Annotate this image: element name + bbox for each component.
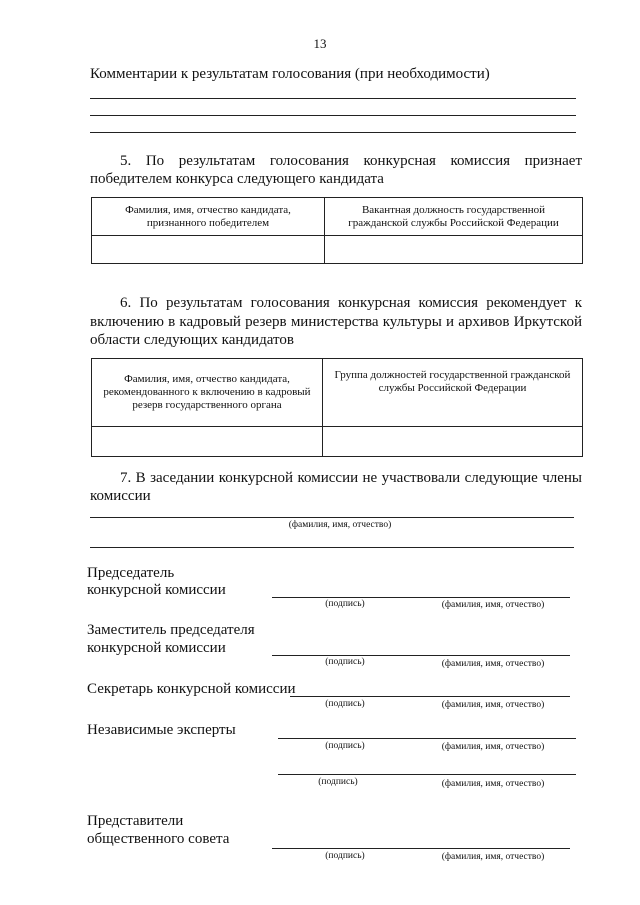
public-council-label-line-2: общественного совета	[87, 831, 230, 847]
secretary-label: Секретарь конкурсной комиссии	[87, 681, 296, 697]
comments-label: Комментарии к результатам голосования (при необходимости)	[90, 66, 490, 82]
chairman-label-line-2: конкурсной комиссии	[87, 582, 226, 598]
secretary-signature-caption: (подпись)	[325, 699, 365, 709]
deputy-signature-line	[272, 655, 570, 656]
reserve-table-cell-group	[323, 427, 583, 457]
winner-table-cell-position	[325, 236, 583, 264]
winner-table	[91, 197, 583, 264]
experts-label: Независимые эксперты	[87, 722, 236, 738]
section6-line-3: области следующих кандидатов	[90, 332, 294, 348]
winner-table-cell-name	[92, 236, 325, 264]
experts-signature-line-2	[278, 774, 576, 775]
winner-table-header-name: Фамилия, имя, отчество кандидата, признанного победителем	[92, 198, 325, 236]
experts-fio-caption-2: (фамилия, имя, отчество)	[441, 779, 545, 789]
section5-line-2: победителем конкурса следующего кандидата	[90, 171, 384, 187]
chairman-fio-caption: (фамилия, имя, отчество)	[441, 600, 545, 610]
deputy-fio-caption: (фамилия, имя, отчество)	[441, 659, 545, 669]
comments-line-2	[90, 115, 576, 116]
deputy-label-line-1: Заместитель председателя	[87, 622, 255, 638]
public-council-label-line-1: Представители	[87, 813, 184, 829]
deputy-label-line-2: конкурсной комиссии	[87, 640, 226, 656]
absent-members-fio-caption: (фамилия, имя, отчество)	[288, 520, 392, 530]
section6-line-2: включению в кадровый резерв министерства культуры и архивов Иркутской	[90, 314, 582, 330]
public-council-signature-line	[272, 848, 570, 849]
experts-signature-caption-1: (подпись)	[325, 741, 365, 751]
deputy-signature-caption: (подпись)	[325, 657, 365, 667]
comments-line-1	[90, 98, 576, 99]
absent-members-line-1	[90, 517, 574, 518]
chairman-label-line-1: Председатель	[87, 565, 175, 581]
chairman-signature-line	[272, 597, 570, 598]
experts-signature-caption-2: (подпись)	[318, 777, 358, 787]
section7-line-1: 7. В заседании конкурсной комиссии не участвовали следующие члены	[120, 470, 582, 486]
section6-line-1: 6. По результатам голосования конкурсная комиссия рекомендует к	[120, 295, 582, 311]
public-council-signature-caption: (подпись)	[325, 851, 365, 861]
reserve-table	[91, 358, 583, 457]
experts-signature-line-1	[278, 738, 576, 739]
secretary-signature-line	[290, 696, 570, 697]
section7-line-2: комиссии	[90, 488, 151, 504]
chairman-signature-caption: (подпись)	[325, 599, 365, 609]
section5-line-1: 5. По результатам голосования конкурсная комиссия признает	[120, 153, 582, 169]
absent-members-line-2	[90, 547, 574, 548]
reserve-table-header-name: Фамилия, имя, отчество кандидата, рекомендованного к включению в кадровый резерв государственного органа	[92, 359, 323, 427]
reserve-table-cell-name	[92, 427, 323, 457]
public-council-fio-caption: (фамилия, имя, отчество)	[441, 852, 545, 862]
page-number: 13	[313, 36, 327, 51]
experts-fio-caption-1: (фамилия, имя, отчество)	[441, 742, 545, 752]
reserve-table-header-group: Группа должностей государственной гражданской службы Российской Федерации	[323, 359, 583, 427]
secretary-fio-caption: (фамилия, имя, отчество)	[441, 700, 545, 710]
comments-line-3	[90, 132, 576, 133]
winner-table-header-position: Вакантная должность государственной гражданской службы Российской Федерации	[325, 198, 583, 236]
